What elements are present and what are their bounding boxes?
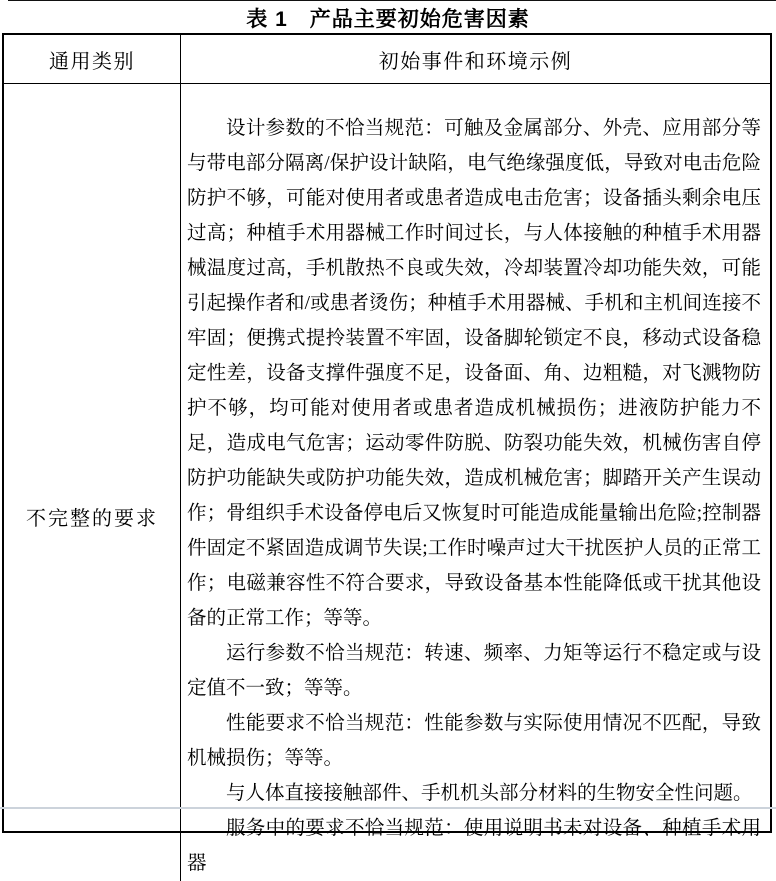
page-top-rule	[8, 0, 776, 1]
table-row	[4, 84, 770, 881]
example-paragraph-design-params: 设计参数的不恰当规范：可触及金属部分、外壳、应用部分等与带电部分隔离/保护设计缺陷，电气绝缘强度低，导致对电击危险防护不够，可能对使用者或患者造成电击危害；设备插头剩余电压过高；种植手术用器械工作时间过长，与人体接触的种植手术用器械温度过高，手机散热不良或失效，冷却装置冷却功能失效，可能引起操作者和/或患者烫伤；种植手术用器械、手机和主机间连接不牢固；便携式提拎装置不牢固，设备脚轮锁定不良，移动式设备稳定性差，设备支撑件强度不足，设备面、角、边粗糙，对飞溅物防护不够，均可能对使用者或患者造成机械损伤；进液防护能力不足，造成电气危害；运动零件防脱、防裂功能失效，机械伤害自停防护功能缺失或防护功能失效，造成机械危害；脚踏开关产生误动作；骨组织手术设备停电后又恢复时可能造成能量输出危险;控制器件固定不紧固造成调节失误;工作时噪声过大干扰医护人员的正常工作；电磁兼容性不符合要求，导致设备基本性能降低或干扰其他设备的正常工作；等等。	[187, 118, 761, 629]
table-header-row	[4, 35, 770, 84]
example-paragraph-service-requirements: 服务中的要求不恰当规范：使用说明书未对设备、种植手术用器	[187, 818, 761, 874]
example-paragraph-operating-params: 运行参数不恰当规范：转速、频率、力矩等运行不稳定或与设定值不一致；等等。	[187, 643, 761, 699]
table-title: 表 1 产品主要初始危害因素	[246, 8, 530, 31]
category-cell-incomplete-requirements: 不完整的要求	[4, 84, 181, 881]
example-paragraph-performance-requirements: 性能要求不恰当规范：性能参数与实际使用情况不匹配，导致机械损伤；等等。	[187, 713, 761, 769]
page-bottom-edge	[0, 807, 776, 809]
header-cell-category: 通用类别	[4, 35, 181, 83]
examples-cell	[181, 84, 770, 881]
hazard-factors-table	[2, 33, 772, 874]
header-cell-examples: 初始事件和环境示例	[378, 50, 573, 73]
example-paragraph-biosafety: 与人体直接接触部件、手机机头部分材料的生物安全性问题。	[226, 783, 753, 804]
